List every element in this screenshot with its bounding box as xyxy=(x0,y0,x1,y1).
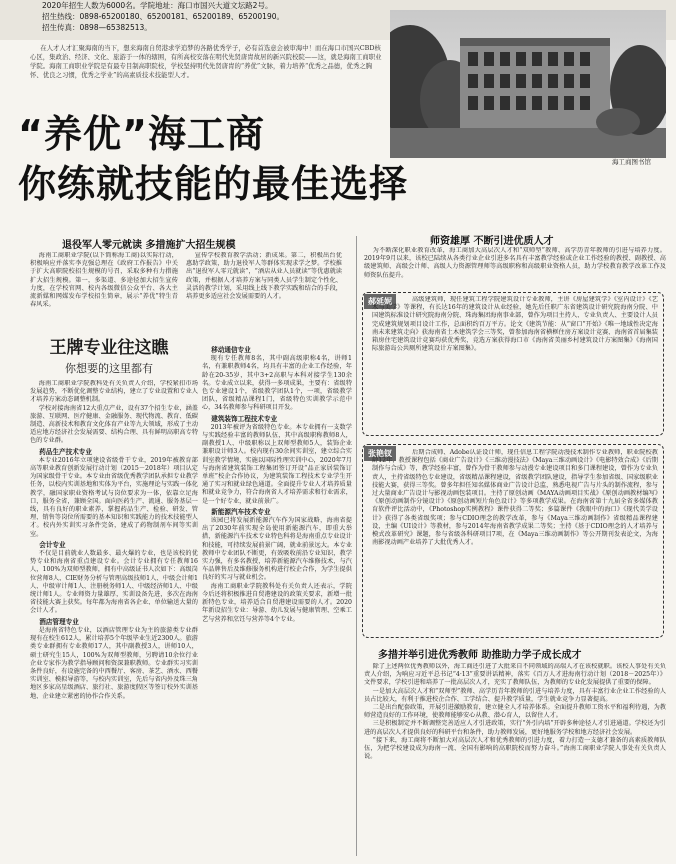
major-heading-mobile: 移动通信专业 xyxy=(211,346,251,354)
recruit-section-title: 退役军人零元就读 多措施扩大招生规模 xyxy=(62,240,236,251)
support-p4: 三是积极制定并不断调整完善适应人才引进政策，实行“外引内培”开辟多种途径人才引进通道。学校还为引进的高层次人才提供良好的科研平台和条件，助力教师发展，更好地服务学校和地方经济社会发展。 xyxy=(364,720,666,736)
major-section-subtitle: 你想要的这里都有 xyxy=(65,362,153,375)
support-p5: “接下来，海工商将不断加大对高层次人才和优秀教师的引进力度，着力打造一支德才兼备的高素质教师队伍，为把学校建设成为海南一流、全国有影响的高职院校而努力奋斗。”海南工商职业学院人事处有关负责人说。 xyxy=(364,736,666,761)
teacher-bio-zhang xyxy=(372,449,658,635)
major-section-title: 王牌专业往这瞧 xyxy=(49,338,169,358)
majors-overview: 学校对接海南省12大重点产业，设有37个招生专业，涵盖旅游、互联网、医疗健康、金融服务、现代物流、教育、低碳制造、高新技术和教育文化体育产业等九大领域，形成了主动适应地方经济社会发展需要、结构合理、具有鲜明高职高专特色的专业群。 xyxy=(30,404,198,445)
faculty-section-title: 师资雄厚 不断引进优质人才 xyxy=(430,236,554,247)
admission-fax: 招生传真：0898—65382513。 xyxy=(42,23,152,32)
teacher-bio-zhang-text: 后期合成师、Adobe认证设计师，现任信息工程学院动漫技术制作专业教师，职业院校教龄12年，教授课程包括《商业广告设计》《三维动漫技法》《Maya三维动画设计》《电影特效合成》《后期制作与合成》等，教学经验丰富，曾作为骨干教师参与动漫专业建设项目和多门课程建设，曾作为专业负责人，主持省级特色专业建设，省级精品课程建设，省级教学团队建设，指导学生参加省级、国家级职业技能大赛，获得三等奖。曾多年担任知名媒体商业广告设计总监，熟悉电视广告与片头的制作流程，参与过大量商业广告设计与影视动画包装项目。主持了原创动画《MAYA动画项目实战》《原创动画教材编写》《原创动画制作分镜设计》《原创动画短片角色设计》等多项教学成果。在海南省第十九届全省多媒体教育软件评比活动中，《Photoshop实例教程》课件获得二等奖；多篇课件《我眼中的海口》《现代美学设计》获得了各类省级奖项；参与CDIO理念的教学改革，参与《Maya三维动画制作》省级精品课程建设，主编《UI设计》等教材，参与2014年海南省教学成果二等奖；主持《基于CDIO理念的人才培养与模式改革研究》课题，参与省级各科研项目7项，在《Maya三维动画制作》等公开期刊发表论文，为海南影视动画产业培养了大批优秀人才。 xyxy=(372,449,658,547)
headline-line1: “养优”海工商 xyxy=(18,112,265,156)
major-heading-decoration: 建筑装饰工程技术专业 xyxy=(211,414,278,423)
major-heading-pharma: 药品生产技术专业 xyxy=(39,447,92,456)
admission-hotline: 招生热线：0898-65200180、65200181、65200189、65200190。 xyxy=(42,12,284,21)
major-text-mobile: 现有专任教师8名，其中副高级职称4名，讲师1名，有兼职教师4名，均具有丰富的企业工作经验，年龄在20-35岁，其中3+2高职与本科对接学生130余名。专业成立以来，获得一多项成果，主要有：省级特色专业建设1个，省级教学团队1个，一项，省级教学团队，省级精品课程1门，省级特色实训教学示范中心，34名教师参与科研项目开发。 xyxy=(202,355,352,412)
major-section-header xyxy=(24,333,194,377)
major-text-hotel: 是海南省特色专业，以酒店管理专业为主的旅游类专业群现有在校生612人，累计培养5个年级毕业生近2300人。旅游类专业群拥有专业教师17人，其中副教授3人，讲师10人，硕士研究生15人，100%为双师型教师，另聘请10余位行业企业专家作为教学指导顾问和资深兼职教师。专业群实习实训条件良好，有设施完备的中西餐厅、客房、茶艺、酒水、西餐实训室、模拟导游等，与校内实训室，先后与省内外及珠三角地区多家高星级酒店、旅行社、旅游度假区等签订校外实训基地、企业建立紧密的协作合作关系。 xyxy=(30,626,198,700)
support-body xyxy=(364,663,666,859)
faculty-intro xyxy=(364,247,666,289)
support-section-title: 多措并举引进优秀教师 助推助力学子成长成才 xyxy=(378,650,582,661)
major-text-accounting: 不仅是目前就业人数最多、最火爆的专业，也是该校的优势专业和海南省重点建设专业。会计专业拥有专任教师16人，100%为双师型教师，拥有中高级证书人次如下：高级岗位营师8人、CIE财务分析与管理高级技师1人、中级会计师1人、中级审计师1人、注册税务师1人、中级经济师1人、中级统计师1人。专业师资力量雄厚，实训设备先进，多次在海南省技能大赛上获奖。每年都为海南省各企业、单位输送大量的会计人才。 xyxy=(30,550,198,615)
support-p3: 二是出台配套政策，开展引进激励教育，建立健全人才培养体系。全面提升教师工资水平和福利待遇，为教师营造良好的工作环境，使教师能够安心从教、潜心育人，以留住人才。 xyxy=(364,704,666,720)
teacher-name-zhang: 张艳钗 xyxy=(364,446,396,461)
major-heading-accounting: 会计专业 xyxy=(39,540,66,549)
major-text-pharma: 本专业2016年立项建设省级骨干专业，2019年被教育部高等职业教育创新发展行动计划（2015－2018年）项目认定为国家级骨干专业。本专业由省级优秀教学团队承担专业教学任务，以校内实训基地和实体为平台，实施理论与实践一体化教学，融国家职业资格考试与岗位要求为一体，依靠立足海口，服务全省，兼顾全国。面向医药生产、流通、服务基层一线，具有良好的职业素养，掌握药品生产、检验、研发、管理、销售等岗位所需要的基本知识和实践能力的技术技能型人才。校内外实训实习条件完备，建成了药物制剂车间等实训室。 xyxy=(30,456,198,538)
teacher-bio-hao xyxy=(372,296,658,432)
major-text-decoration: 2013年被评为省级特色专业。本专业拥有一支数学与实践经验丰富的教师队伍，其中高级职称教师8人，副教授1人、中级职称以上双师型教师5人，装饰企业兼职设计师3人。校内现有30余间实训室，建立综合实训室教学情境，实施以国际性理实训中心，2020年7月与海南省建筑装饰工程集团签订开设“品正家居装饰订单班”校企合作协议，为建筑装饰工程技术专业学生开通了实习和就业绿色通道。全面提升专业人才培养质量和就业竞争力，符合海南省人才培养需求和行业需求，是一个好专业，就业前景广。 xyxy=(202,423,352,505)
majors-intro: 海南工商职业学院教科处有关负责人介绍，学校紧扣市场发展趋势，不断优化调整专业结构，建立了专业设置和专业人才培养方案动态调整机制。 xyxy=(30,380,198,404)
recruit-col1-text: 海南工商职业学院(以下简称海工商)以实际行动，积极响应并落实李克强总理在《政府工作报告》中关于扩大高职院校招生规模的号召，采取多种有力措施扩大招生规模。第一，多渠道、多途径加大招生宣传力度，在学校官网、校内各级微信公众平台、各大主流新媒和网媒发布学校招生简章，展示“养优”特生青春风采。 xyxy=(30,252,178,309)
top-info-line1: 2020年招生人数为6000名。学院地址：海口市国兴大道文坛路2号。 xyxy=(42,1,273,10)
recruit-col2 xyxy=(186,252,342,328)
majors-col1 xyxy=(30,380,198,858)
teacher-bio-hao-text: 高级建筑师，现任建筑工程学院建筑设计专业教师，主讲《房屋建筑学》《室内设计》《艺术与美学》等课程，有长达16年的建筑设计从业经验，她先后任职广东省建筑设计研究院海南分院、中国建筑标准设计研究院海南分院、珠海集团海南事业部，曾作为项目主持人、专业负责人、主要设计人员完成建筑规划项目设计工作，总面积约百万平方。论文《建筑节能：从“窗口”开始》《唯一地域性决定海南未来建筑走向》获海南省土木建筑学会三等奖，曾参加海南省横框住房方案设计竞赛、海南省首届集装箱房住宅建筑设计竞赛均获优秀奖，竞选方案获得海口市《海南省美丽乡村建筑设计方案图集》《海南国际旅游岛公共厕所建筑设计方案图集》。 xyxy=(372,296,658,353)
column-divider xyxy=(356,236,357,856)
support-p1: 除了上述两位优秀教师以外，海工商还引进了大批来自不同领域的高端人才在该校就职。该校人事处有关负责人介绍，为响应习近平总书记“4·13”重要讲话精神，落实《百万人才进海南行动计划（2018－2025年）》文件要求，学校引进和培养了一批高层次人才，充实了教师队伍，为教师的专业化发展提供了重要的保障。 xyxy=(364,663,666,687)
major-heading-hotel: 酒店管理专业 xyxy=(39,617,79,626)
teacher-name-hao: 郝延妮 xyxy=(364,294,396,309)
recruit-col1 xyxy=(30,252,178,328)
headline-line2: 你练就技能的最佳选择 xyxy=(18,162,409,206)
major-text-new-energy: 该园已将发展新能源汽车作为国家战略，海南省提出了2030年前实现全岛使用新能源汽车，即重大举措，新能源汽车技术专业特色科将是海南重点专业设计和技能，可持续发展前景广阔，就业前景远大。本专业教师中专业团队不断更，有效吸收前沿专业知识，教学实力强，有多名教授，培养新能源汽车维修技术，与汽车品牌售后及维修服务机构进行校企合作，为学生提供良好的实习与就业机会。 xyxy=(202,517,352,582)
support-p2: 一是加大高层次人才和“双师型”教师、高学历青年教师的引进与培养力度，具有丰富行业企业工作经验的人员占比较大，有利于推进校企合作、工学结合、提升教学质量，学生就业竞争力显著提高。 xyxy=(364,687,666,703)
lead-paragraph: 在人才人才汇聚海南的当下，想来海南自贸港求学追梦的各路优秀学子，必有首选意会被审海中！而在海口市国兴CBD核心区，集政治、经济、文化、旅游于一体的辖围，有所高校安落在明代先贤唐胄故居的新兴院校院——这，就是海南工商职业学院。海南工商职业学院是有最专目制高职院校，学校坚持明代先贤唐胄的“养优”文脉，着力培养“优秀之品德，优秀之胸怀、优良之习惯，优秀之学业”的高素质技术技能型人才。 xyxy=(30,44,382,79)
majors-outlook: 海南工商职业学院教科处有关负责人还表示，学院今后还将积极推进自贸港建设的政策关要求，新增一批新特色专业，培养适合自贸港建设需要的人才。2020年新设招生专业：导游、幼儿发展与健康管理、空乘工艺与营养和烹饪与营养等4个专业。 xyxy=(202,582,352,623)
recruit-col2-text: 宣传学校教育教学活动；新成果。第二，积极出台优惠助学政策，助力退役军人等群体实现求学之梦。学校推出“退役军人零元就读”，“酒店从业人员就读”等优惠就读政策，并根据人才培养方案与同类人员学生制定个性化、灵活的教学计划，采用线上线下教学实践和结合的手段，培养更多适应社会发展需要的人才。 xyxy=(186,252,342,301)
faculty-intro-text: 为不断深化职业教育改革，海工商加大高层次人才和“双师型”教师、高学历青年教师的引进与培养力度。2019年9月以来，该校已陆续从各类行业企业引进多名具有丰富教学经验或企业工作经验的教授、副教授、高级建筑师、高级会计师、高级人力资源管理师等高级职称和高级职业资格人员，助力学校教育教学改革工作及师资队伍提升。 xyxy=(364,247,666,279)
majors-col2 xyxy=(202,344,352,858)
photo-caption: 海工商图书馆 xyxy=(612,158,651,166)
major-heading-new-energy: 新能源汽车技术专业 xyxy=(211,507,271,516)
